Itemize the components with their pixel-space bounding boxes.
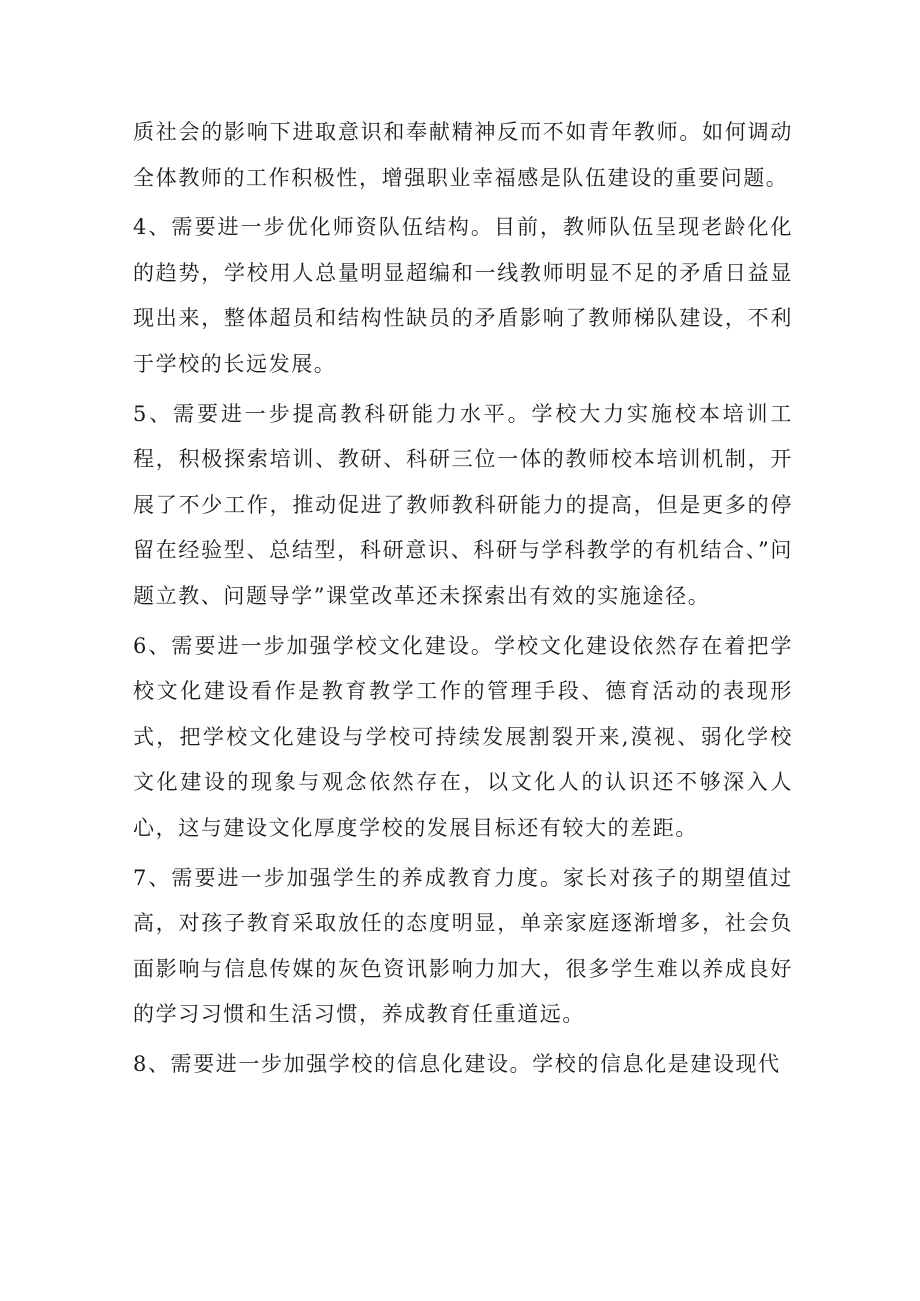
- document-body: [133, 110, 793, 1091]
- paragraph-item-6: 6、需要进一步加强学校文化建设。学校文化建设依然存在着把学校文化建设看作是教育教学工作的管理手段、德育活动的表现形式，把学校文化建设与学校可持续发展割裂开来,漠视、弱化学校文化建设的现象与观念依然存在，以文化人的认识还不够深入人心，这与建设文化厚度学校的发展目标还有较大的差距。: [133, 633, 793, 840]
- paragraph-item-7: 7、需要进一步加强学生的养成教育力度。家长对孩子的期望值过高，对孩子教育采取放任的态度明显，单亲家庭逐渐增多，社会负面影响与信息传媒的灰色资讯影响力加大，很多学生难以养成良好的学习习惯和生活习惯，养成教育任重道远。: [133, 865, 793, 1027]
- paragraph-item-5: 5、需要进一步提高教科研能力水平。学校大力实施校本培训工程，积极探索培训、教研、科研三位一体的教师校本培训机制，开展了不少工作，推动促进了教师教科研能力的提高，但是更多的停留在经验型、总结型，科研意识、科研与学科教学的有机结合、”问题立教、问题导学”课堂改革还未探索出有效的实施途径。: [133, 401, 793, 608]
- paragraph-continuation: 质社会的影响下进取意识和奉献精神反而不如青年教师。如何调动全体教师的工作积极性，增强职业幸福感是队伍建设的重要问题。: [133, 120, 793, 190]
- paragraph-item-4: 4、需要进一步优化师资队伍结构。目前，教师队伍呈现老龄化化的趋势，学校用人总量明显超编和一线教师明显不足的矛盾日益显现出来，整体超员和结构性缺员的矛盾影响了教师梯队建设，不利于学校的长远发展。: [133, 215, 793, 376]
- paragraph-item-8: 8、需要进一步加强学校的信息化建设。学校的信息化是建设现代: [133, 1051, 781, 1076]
